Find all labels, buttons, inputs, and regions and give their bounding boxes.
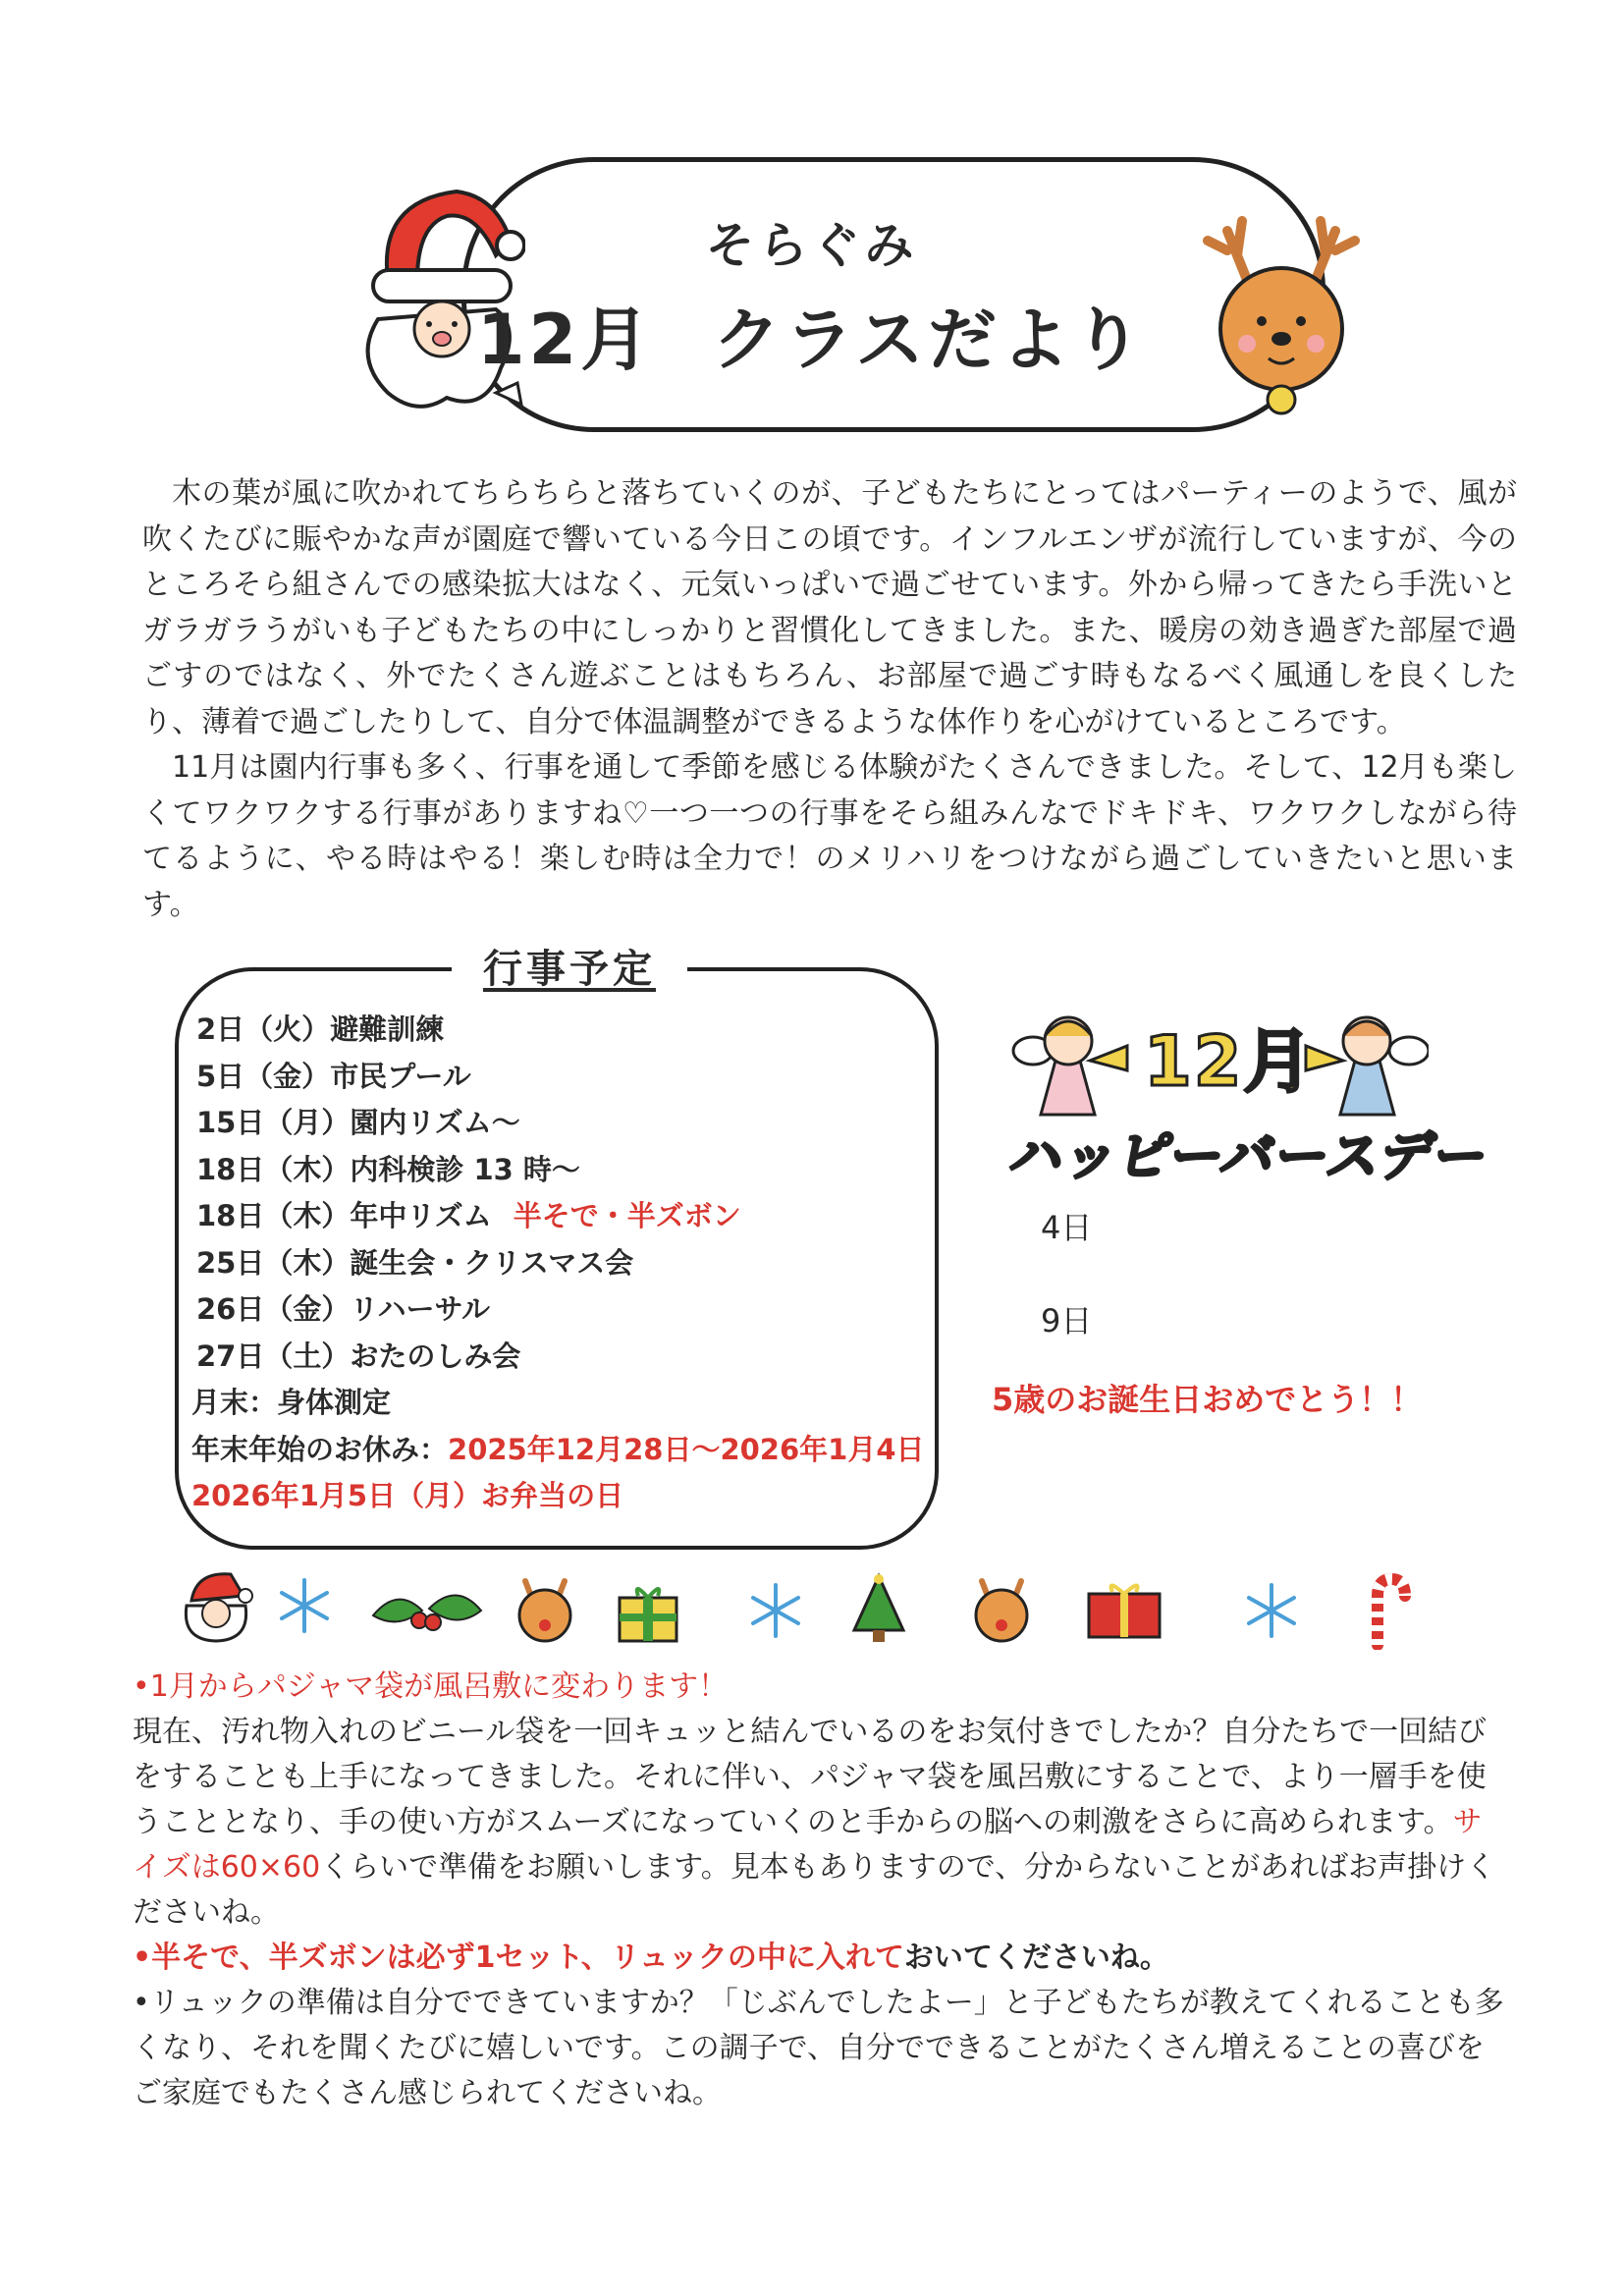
note-text: おいてくださいね。 [903, 1941, 1169, 1975]
event-name: 避難訓練 [330, 1012, 445, 1046]
reindeer-face-icon [511, 1571, 579, 1645]
gift-icon [614, 1576, 682, 1645]
holiday-range: 2025年12月28日～2026年1月4日 [448, 1432, 925, 1466]
event-item [191, 1147, 918, 1194]
event-item [191, 1054, 918, 1101]
candy-cane-icon [1360, 1571, 1419, 1650]
event-date: 25日（木） [196, 1245, 351, 1280]
note-body [133, 1710, 1507, 1936]
note-item [133, 1936, 1507, 1981]
event-name: 身体測定 [277, 1386, 392, 1419]
event-name: 園内リズム～ [350, 1106, 520, 1139]
angel-icon [1011, 1002, 1139, 1120]
intro-paragraph: 木の葉が風に吹かれてちらちらと落ちていくのが、子どもたちにとってはパーティーのようで、風が吹くたびに賑やかな声が園庭で響いている今日この頃です。インフルエンザが流行していますが、今のところそら組さんでの感染拡大はなく、元気いっぱいで過ごせています。外から帰ってきたら手洗いとガラガラうがいも子どもたちの中にしっかりと習慣化してきました。また、暖房の効き過ぎた部屋で過ごすのではなく、外でたくさん遊ぶことはもちろん、お部屋で過ごす時もなるべく風通しを良くしたり、薄着で過ごしたりして、自分で体温調整ができるような体作りを心がけているところです。 [142, 476, 1517, 739]
event-item [191, 1240, 918, 1287]
event-name: おたのしみ会 [350, 1339, 521, 1373]
events-list [191, 1007, 925, 1520]
page-title [0, 285, 1623, 384]
event-date: 月末： [191, 1386, 278, 1419]
birthday-date: 4日 [1041, 1209, 1093, 1246]
gift-icon [1085, 1576, 1163, 1640]
event-date: 27日（土） [196, 1339, 351, 1373]
event-item [191, 1100, 918, 1147]
reindeer-face-icon [967, 1571, 1036, 1645]
note-text: 現在、汚れ物入れのビニール袋を一回キュッと結んでいるのをお気付きでしたか？自分たちで一回結びをすることも上手になってきました。それに伴い、パジャマ袋を風呂敷にすることで、より一層手を使うこととなり、手の使い方がスムーズになっていくのと手からの脳への刺激をさらに高められます。 [133, 1715, 1488, 1839]
note-size: サイズは60×60 [133, 1805, 1483, 1885]
event-item [191, 1380, 918, 1427]
event-note: 半そで・半ズボン [513, 1199, 741, 1232]
note-heading: •1月からパジャマ袋が風呂敷に変わります！ [133, 1669, 729, 1704]
title-month: 12月 [476, 300, 654, 380]
event-date: 15日（月） [196, 1106, 351, 1139]
event-item [191, 1286, 918, 1334]
christmas-tree-icon [849, 1571, 908, 1645]
snowflake-icon [746, 1581, 805, 1640]
event-name: 年中リズム [350, 1199, 492, 1232]
birthday-date: 9日 [1041, 1302, 1093, 1339]
note-item: •リュックの準備は自分でできていますか？「じぶんでしたよー」と子どもたちが教えてくれることも多くなり、それを聞くたびに嬉しいです。この調子で、自分でできることがたくさん増えることの喜びをご家庭でもたくさん感じられてくださいね。 [133, 1986, 1504, 2110]
santa-face-icon [177, 1566, 255, 1645]
snowflake-icon [1242, 1581, 1301, 1640]
intro-text [142, 471, 1517, 928]
event-date: 5日（金） [196, 1059, 331, 1093]
birthday-title: ハッピーバースデー [1004, 1125, 1494, 1187]
event-date: 18日（木） [196, 1199, 351, 1232]
event-item [191, 1007, 918, 1054]
notes-section [133, 1665, 1507, 2116]
snowflake-icon [275, 1576, 334, 1635]
event-item [191, 1334, 918, 1381]
angel-icon [1296, 1002, 1429, 1120]
holiday-label: 年末年始のお休み： [191, 1432, 449, 1466]
event-name: 誕生会・クリスマス会 [350, 1245, 634, 1280]
event-date: 18日（木） [196, 1152, 351, 1186]
intro-paragraph: 11月は園内行事も多く、行事を通して季節を感じる体験がたくさんできました。そして、12月も楽しくてワクワクする行事がありますね♡一つ一つの行事をそら組みんなでドキドキ、ワクワクしながら待てるように、やる時はやる！楽しむ時は全力で！のメリハリをつけながら過ごしていきたいと思います。 [142, 750, 1517, 922]
event-name: 内科検診 13 時～ [350, 1152, 580, 1186]
birthday-month: 12月 [1144, 1021, 1315, 1102]
note-text: くらいで準備をお願いします。見本もありますので、分からないことがあればお声掛けくださいね。 [133, 1850, 1496, 1930]
bento-day: 2026年1月5日（月）お弁当の日 [191, 1479, 624, 1512]
event-name: リハーサル [350, 1292, 491, 1326]
event-date: 2日（火） [196, 1012, 331, 1046]
class-name: そらぐみ [705, 217, 918, 274]
birthday-message: 5歳のお誕生日おめでとう！！ [992, 1381, 1423, 1418]
event-date: 26日（金） [196, 1292, 351, 1326]
event-item [191, 1193, 918, 1240]
holly-icon [368, 1581, 486, 1640]
events-title: 行事予定 [452, 938, 687, 994]
title-text: クラスだより [712, 300, 1147, 380]
holiday-line [191, 1427, 925, 1474]
event-name: 市民プール [330, 1059, 471, 1093]
note-highlight: •半そで、半ズボンは必ず1セット、リュックの中に入れて [133, 1941, 904, 1975]
